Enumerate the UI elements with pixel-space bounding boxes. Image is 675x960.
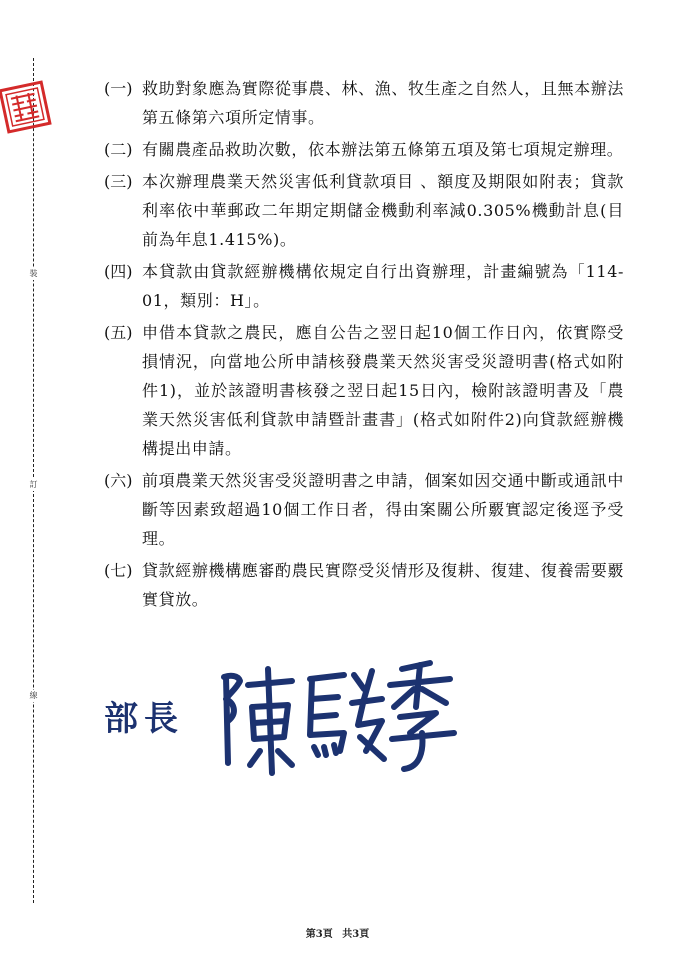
list-item — [104, 556, 624, 614]
item-number: (五) — [104, 323, 133, 342]
list-item — [104, 167, 624, 254]
item-text: 申借本貸款之農民，應自公告之翌日起10個工作日內，依實際受損情況，向當地公所申請核發農業天然災害受災證明書(格式如附件1)，並於該證明書核發之翌日起15日內，檢附該證明書及「農業天然災害低利貸款申請暨計畫書」(格式如附件2)向貸款經辦機構提出申請。 — [142, 323, 624, 458]
list-item — [104, 74, 624, 132]
item-number: (六) — [104, 471, 133, 490]
item-number: (二) — [104, 140, 133, 159]
item-text: 本貸款由貸款經辦機構依規定自行出資辦理，計畫編號為「114-01，類別：H」。 — [142, 262, 624, 310]
handwritten-signature — [214, 655, 459, 780]
item-text: 貸款經辦機構應審酌農民實際受災情形及復耕、復建、復養需要覈實貸放。 — [142, 561, 624, 609]
item-text: 救助對象應為實際從事農、林、漁、牧生產之自然人，且無本辦法第五條第六項所定情事。 — [142, 79, 624, 127]
list-item — [104, 257, 624, 315]
item-text: 前項農業天然災害受災證明書之申請，個案如因交通中斷或通訊中斷等因素致超過10個工作日者，得由案關公所覈實認定後逕予受理。 — [142, 471, 624, 548]
signature-block — [104, 655, 464, 785]
item-number: (一) — [104, 79, 133, 98]
item-list — [104, 74, 624, 617]
binding-char-zhuang: 裝 — [29, 269, 38, 278]
page-total: 共3頁 — [342, 929, 370, 940]
signatory-title: 部長 — [104, 699, 184, 739]
item-text: 本次辦理農業天然災害低利貸款項目 、額度及期限如附表；貸款利率依中華郵政二年期定期儲金機動利率減0.305%機動計息(目前為年息1.415%)。 — [142, 172, 624, 249]
item-number: (七) — [104, 561, 133, 580]
list-item — [104, 135, 624, 164]
binding-char-xian: 線 — [29, 691, 38, 700]
page-number: 第3頁 — [305, 929, 333, 940]
item-number: (四) — [104, 262, 133, 281]
item-number: (三) — [104, 172, 133, 191]
red-seal-stamp — [0, 77, 55, 136]
page-footer — [0, 925, 675, 940]
list-item — [104, 318, 624, 463]
binding-char-ding: 訂 — [29, 480, 38, 489]
list-item — [104, 466, 624, 553]
item-text: 有關農產品救助次數，依本辦法第五條第五項及第七項規定辦理。 — [142, 140, 624, 159]
